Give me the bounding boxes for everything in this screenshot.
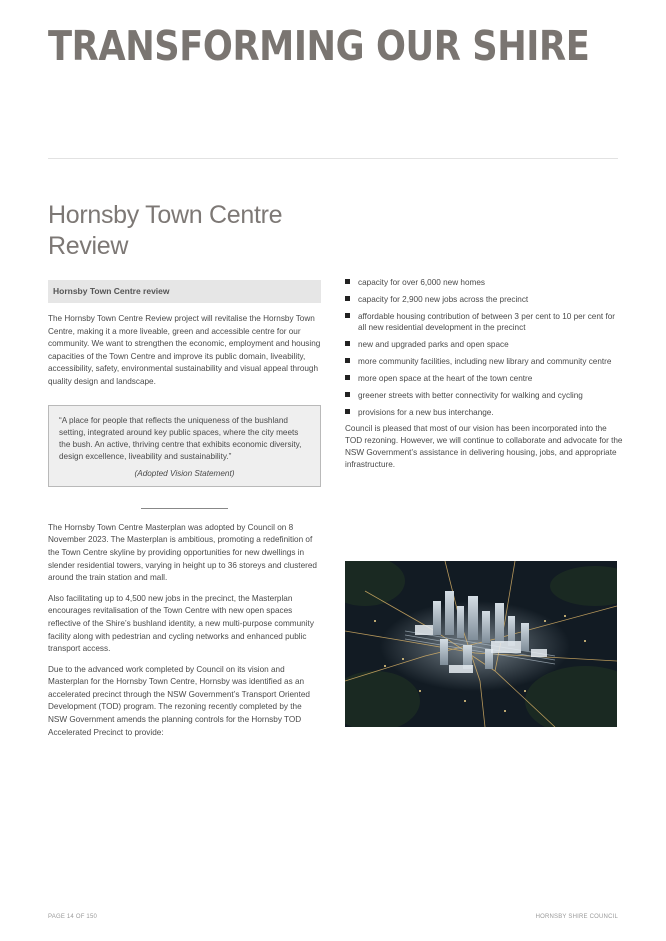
square-bullet-icon xyxy=(345,341,350,346)
page-number: PAGE 14 OF 150 xyxy=(48,914,98,920)
aerial-town-centre-render xyxy=(345,561,617,727)
subheading-bar: Hornsby Town Centre review xyxy=(48,280,321,303)
list-item-text: more community facilities, including new library and community centre xyxy=(358,356,612,366)
organisation-name: HORNSBY SHIRE COUNCIL xyxy=(535,914,618,920)
vision-quote: “A place for people that reflects the uniqueness of the bushland setting, integrated around key public spaces, where the city meets the bush. An active, thriving centre that exhibits economic diversity, design excellence, liveability and sustainability.” xyxy=(59,415,302,462)
vision-statement-box xyxy=(48,405,321,487)
body-paragraph: Due to the advanced work completed by Council on its vision and Masterplan for the Hornsby Town Centre, Hornsby was identified as an accelerated precinct through the NSW Government’s Transport Oriented Development (TOD) program. The rezoning recently completed by the NSW Government amends the planning controls for the Hornsby TOD Accelerated Precinct to provide: xyxy=(48,664,310,737)
rezoning-provisions-list xyxy=(345,277,623,418)
list-item xyxy=(345,390,623,401)
list-item-text: greener streets with better connectivity for walking and cycling xyxy=(358,390,583,400)
intro-paragraph: The Hornsby Town Centre Review project will revitalise the Hornsby Town Centre, making it a more liveable, green and accessible centre for our community. We want to strengthen the economic, employment and housing capacities of the Town Centre and improve its public domain, liveability, accessibility, safety, environmental sustainability and visual appeal through quality design and landscape. xyxy=(48,314,321,386)
square-bullet-icon xyxy=(345,313,350,318)
square-bullet-icon xyxy=(345,358,350,363)
list-item-text: affordable housing contribution of between 3 per cent to 10 per cent for all new residential development in the precinct xyxy=(358,311,616,333)
list-item xyxy=(345,277,623,288)
list-item-text: capacity for over 6,000 new homes xyxy=(358,278,485,287)
conclusion-paragraph: Council is pleased that most of our vision has been incorporated into the TOD rezoning. However, we will continue to collaborate and advocate for the NSW Government’s assistance in delivering housing, jobs, and appropriate infrastructure. xyxy=(345,424,623,470)
square-bullet-icon xyxy=(345,279,350,284)
square-bullet-icon xyxy=(345,296,350,301)
list-item xyxy=(345,294,623,305)
body-paragraph: The Hornsby Town Centre Masterplan was adopted by Council on 8 November 2023. The Masterplan is ambitious, promoting a redefinition of the Town Centre skyline by providing opportunities for new dwellings in slender residential towers, varying in height up to 36 storeys and clustered around the train station and mall. xyxy=(48,522,317,583)
list-item xyxy=(345,339,623,350)
square-bullet-icon xyxy=(345,375,350,380)
left-column xyxy=(48,280,321,739)
list-item-text: more open space at the heart of the town centre xyxy=(358,373,533,383)
right-column xyxy=(345,277,623,471)
list-item xyxy=(345,311,623,334)
list-item xyxy=(345,407,623,418)
vision-citation: (Adopted Vision Statement) xyxy=(134,468,235,478)
list-item xyxy=(345,356,623,367)
list-item-text: provisions for a new bus interchange. xyxy=(358,407,494,417)
list-item xyxy=(345,373,623,384)
top-divider xyxy=(48,158,618,159)
body-paragraph: Also facilitating up to 4,500 new jobs in the precinct, the Masterplan encourages revitalisation of the Town Centre with new open spaces reflective of the Shire’s bushland identity, a new multi-purpose community facility along with pedestrian and cycling networks and enhanced public transport access. xyxy=(48,593,314,654)
list-item-text: new and upgraded parks and open space xyxy=(358,339,509,349)
square-bullet-icon xyxy=(345,409,350,414)
section-title: Hornsby Town Centre Review xyxy=(48,201,283,260)
page-banner-title: TRANSFORMING OUR SHIRE xyxy=(48,22,590,70)
short-divider xyxy=(141,508,228,509)
square-bullet-icon xyxy=(345,392,350,397)
aerial-render-illustration xyxy=(345,561,617,727)
list-item-text: capacity for 2,900 new jobs across the precinct xyxy=(358,294,529,304)
